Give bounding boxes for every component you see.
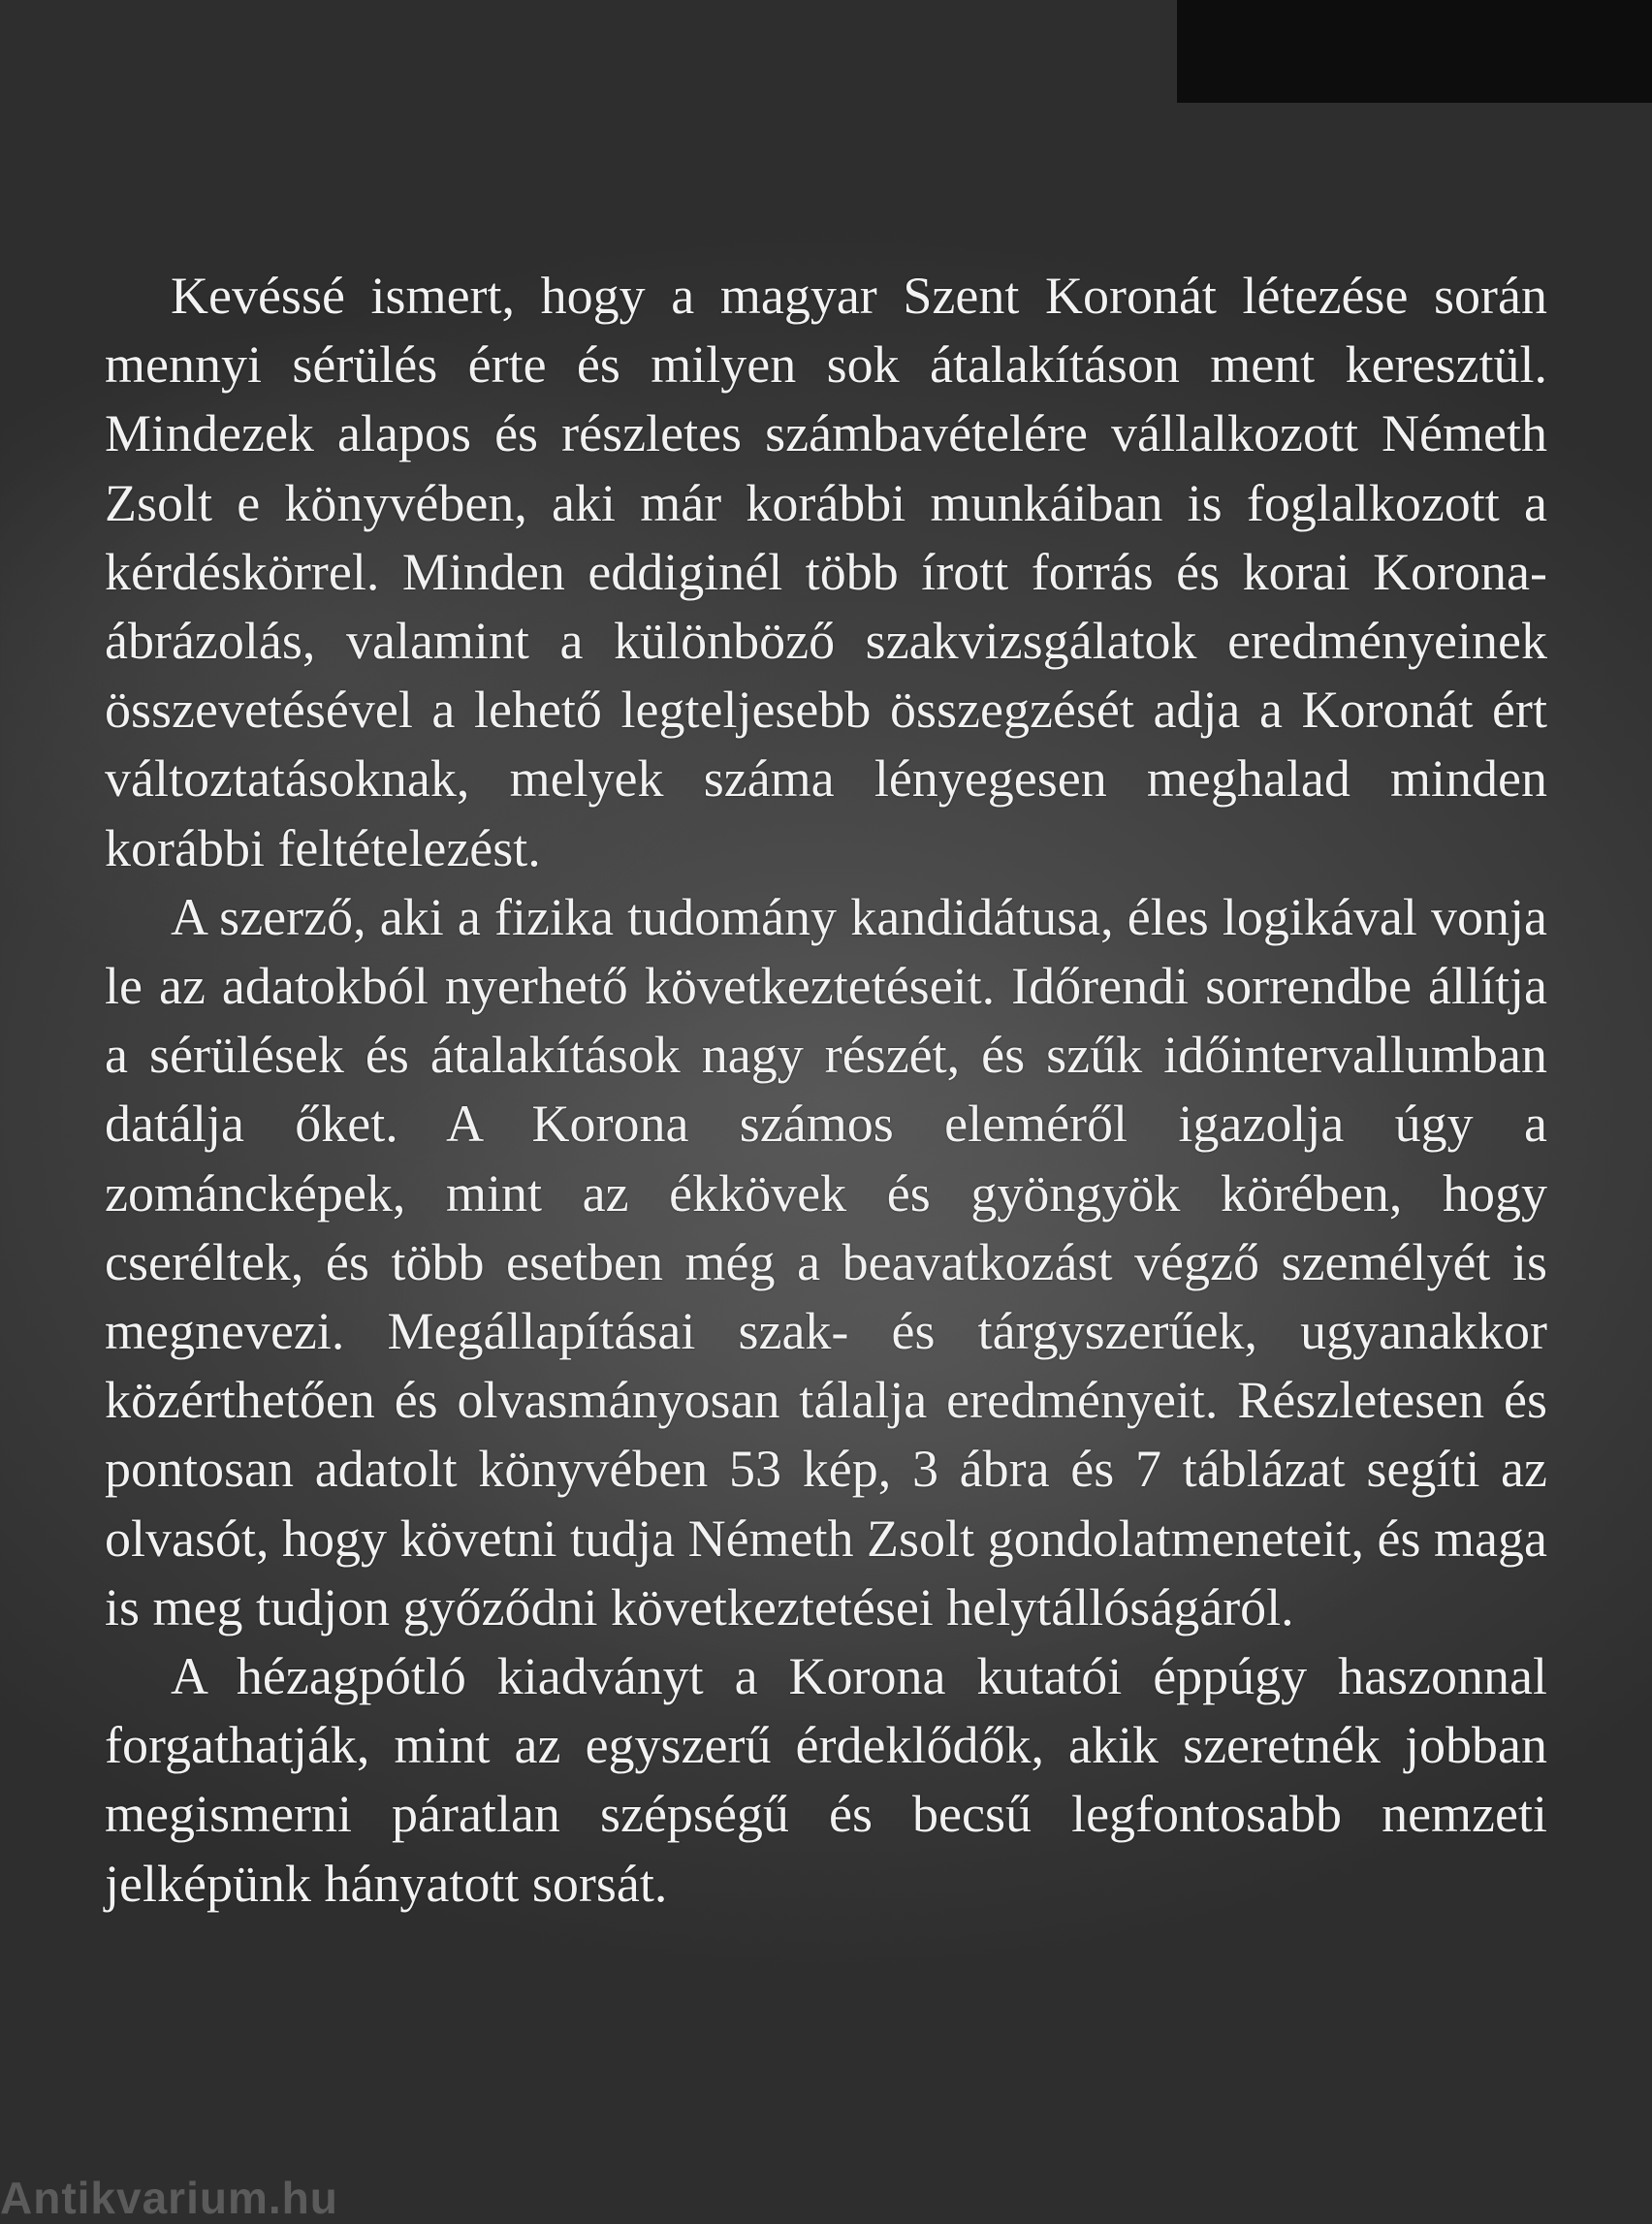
back-cover-text [105, 262, 1547, 1919]
paragraph-1: Kevéssé ismert, hogy a magyar Szent Koronát létezése során mennyi sérülés érte és milyen sok átalakításon ment keresztül. Mindezek alapos és részletes számbavételére vállalkozott Németh Zsolt e könyvében, aki már korábbi munkáiban is foglalkozott a kérdéskörrel. Minden eddiginél több írott forrás és korai Korona-ábrázolás, valamint a különböző szakvizsgálatok eredményeinek összevetésével a lehető legteljesebb összegzését adja a Koronát ért változtatásoknak, melyek száma lényegesen meghalad minden korábbi feltételezést. [105, 267, 1547, 877]
paragraph-2: A szerző, aki a fizika tudomány kandidátusa, éles logikával vonja le az adatokból nyerhető következtetéseit. Időrendi sorrendbe állítja a sérülések és átalakítások nagy részét, és szűk időintervallumban datálja őket. A Korona számos eleméről igazolja úgy a zománcképek, mint az ékkövek és gyöngyök körében, hogy cseréltek, és több esetben még a beavatkozást végző személyét is megnevezi. Megállapításai szak- és tárgyszerűek, ugyanakkor közérthetően és olvasmányosan tálalja eredményeit. Részletesen és pontosan adatolt könyvében 53 kép, 3 ábra és 7 táblázat segíti az olvasót, hogy követni tudja Németh Zsolt gondolatmeneteit, és maga is meg tudjon győződni következtetései helytállóságáról. [105, 887, 1547, 1636]
watermark: Antikvarium.hu [0, 2173, 338, 2223]
paragraph-3: A hézagpótló kiadványt a Korona kutatói éppúgy haszonnal forgathatják, mint az egyszerű érdeklődők, akik szeretnék jobban megismerni páratlan szépségű és becsű legfontosabb nemzeti jelképünk hányatott sorsát. [105, 1647, 1547, 1913]
corner-dark-block [1177, 0, 1652, 103]
